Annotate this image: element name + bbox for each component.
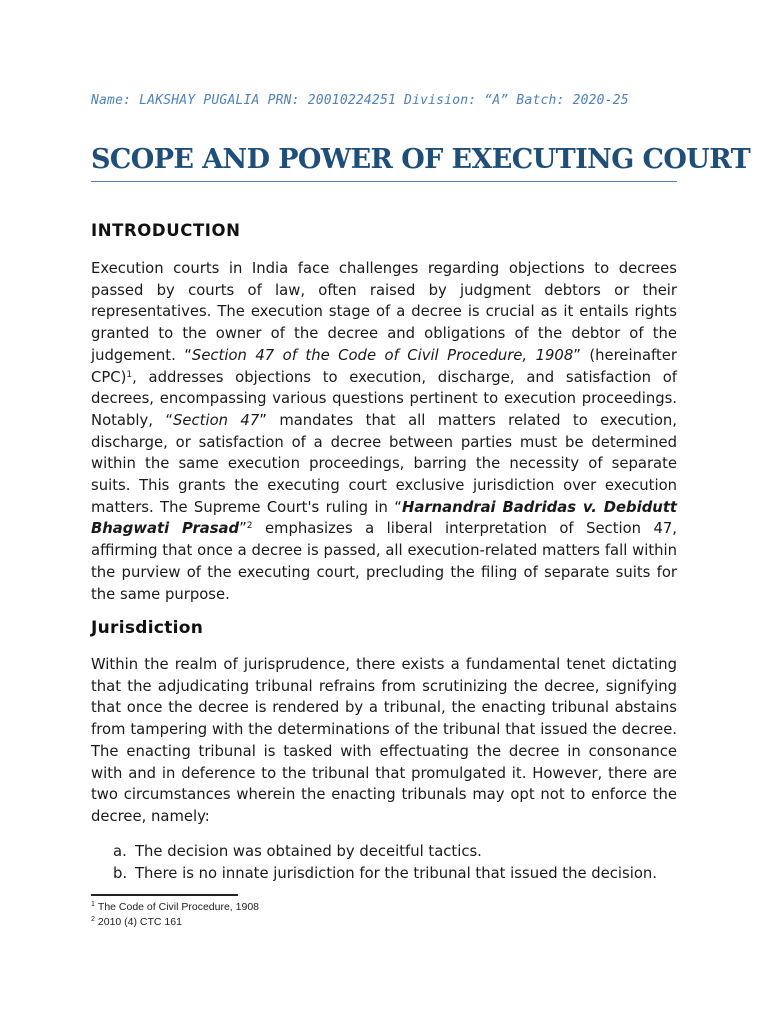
footnotes xyxy=(91,900,259,930)
footnote-2-text: 2010 (4) CTC 161 xyxy=(97,916,182,928)
jurisdiction-paragraph: Within the realm of jurisprudence, there exists a fundamental tenet dictating that the adjudicating tribunal refrains from scrutinizing the decree, signifying that once the decree is rendered by a tribunal, the enacting tribunal abstains from tampering with the determinations of the tribunal that issued the decree. The enacting tribunal is tasked with effectuating the decree in consonance with and in deference to the tribunal that promulgated it. However, there are two circumstances wherein the enacting tribunals may opt not to enforce the decree, namely: xyxy=(91,656,677,825)
introduction-heading: INTRODUCTION xyxy=(91,221,241,240)
list-marker: b. xyxy=(113,864,128,882)
list-item xyxy=(113,863,657,885)
list-item xyxy=(113,841,657,863)
footnote-ref-1[interactable]: 1 xyxy=(126,369,133,380)
case-name-citation: Harnandrai Badridas v. Debidutt Bhagwati Prasad xyxy=(91,498,677,538)
circumstances-list xyxy=(113,841,657,884)
document-title: SCOPE AND POWER OF EXECUTING COURT xyxy=(91,144,677,182)
footnote-separator xyxy=(91,894,238,896)
list-marker: a. xyxy=(113,843,127,860)
footnote-1 xyxy=(91,900,259,915)
intro-text-4: ” mandates that all matters related to execution, discharge, or satisfaction of a decree between parties must be determined within the same execution proceedings, barring the necessity of separate suits. This grants the executing court exclusive jurisdiction over execution matters. The Supreme Court's ruling in “ xyxy=(91,411,677,516)
intro-text-3: , addresses objections to execution, discharge, and satisfaction of decrees, encompassing various questions pertinent to execution proceedings. Notably, “ xyxy=(91,368,677,429)
footnote-ref-2[interactable]: 2 xyxy=(246,521,253,532)
footnote-1-mark: 1 xyxy=(91,901,95,908)
intro-text-2: ” (hereinafter CPC) xyxy=(91,346,677,386)
list-item-text: There is no innate jurisdiction for the tribunal that issued the decision. xyxy=(135,864,657,882)
footnote-1-text: The Code of Civil Procedure, 1908 xyxy=(97,901,259,913)
cpc-section-47-citation: Section 47 of the Code of Civil Procedure, 1908 xyxy=(191,346,574,364)
footnote-2 xyxy=(91,915,259,930)
footnote-2-mark: 2 xyxy=(91,916,95,923)
section-47-citation: Section 47 xyxy=(173,411,260,429)
student-details-header: Name: LAKSHAY PUGALIA PRN: 20010224251 Division: “A” Batch: 2020-25 xyxy=(91,93,629,108)
intro-text-5: ” xyxy=(239,520,247,538)
introduction-paragraph xyxy=(91,258,677,605)
intro-text-6: emphasizes a liberal interpretation of Section 47, affirming that once a decree is passed, all execution-related matters fall within the purview of the executing court, precluding the filing of separate suits for the same purpose. xyxy=(91,520,677,603)
list-item-text: The decision was obtained by deceitful tactics. xyxy=(135,843,482,860)
intro-text-1: Execution courts in India face challenges regarding objections to decrees passed by courts of law, often raised by judgment debtors or their representatives. The execution stage of a decree is crucial as it entails rights granted to the owner of the decree and obligations of the debtor of the judgement. “ xyxy=(91,260,677,364)
jurisdiction-heading: Jurisdiction xyxy=(91,618,204,638)
